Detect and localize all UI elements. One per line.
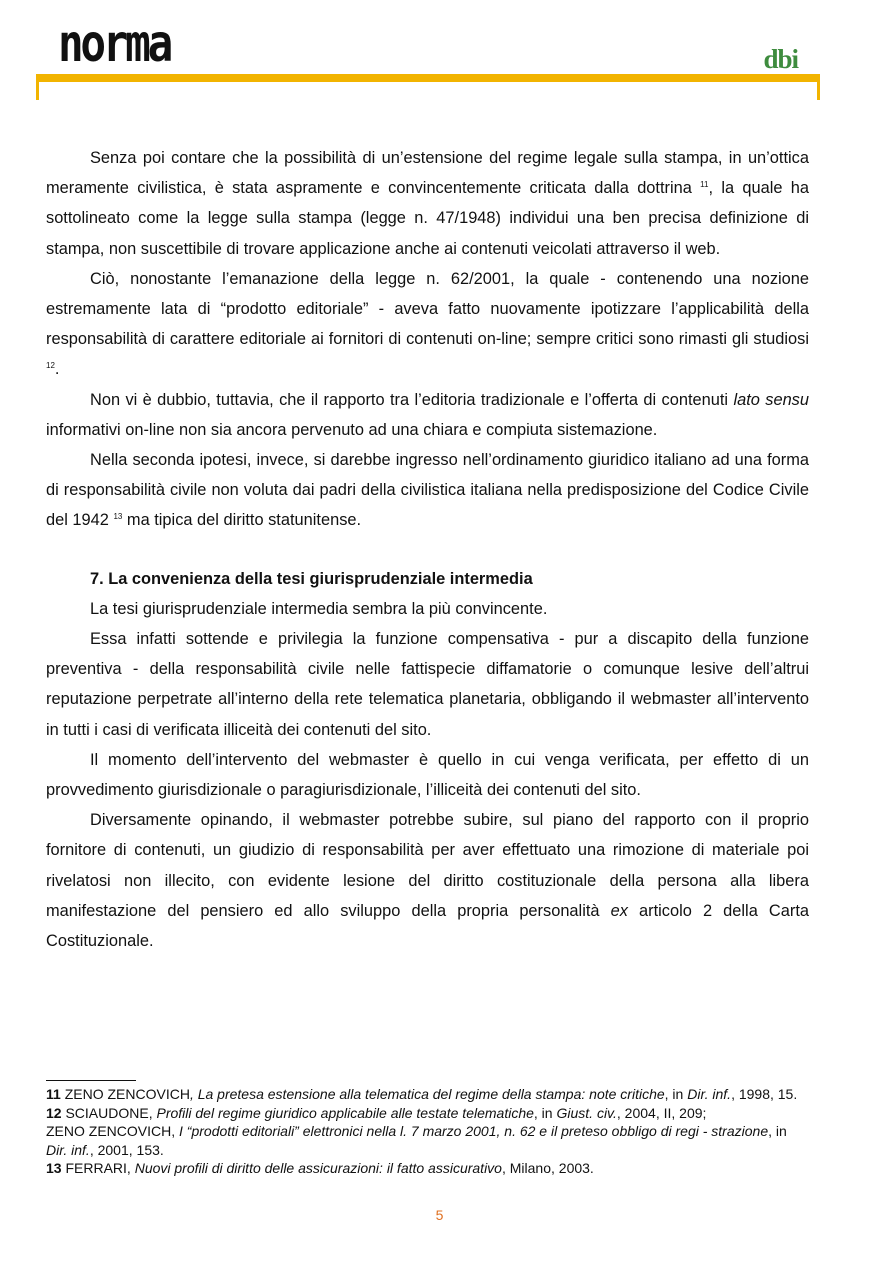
page-header [0, 0, 879, 110]
page-number: 5 [435, 1207, 444, 1223]
body-text [46, 143, 809, 956]
header-rule-left-tick [36, 74, 39, 100]
footnote-ref-11[interactable]: 11 [700, 180, 709, 190]
footnote-11: 11 ZENO ZENCOVICH, La pretesa estensione alla telematica del regime della stampa: note critiche, in Dir. inf., 1998, 15. [46, 1086, 798, 1102]
paragraph-8: Diversamente opinando, il webmaster potrebbe subire, sul piano del rapporto con il proprio fornitore di contenuti, un giudizio di responsabilità per aver effettuato una rimozione di materiale poi rivelatosi non illecito, con evidente lesione del diritto costituzionale della persona alla libera manifestazione del pensiero ed allo sviluppo della propria personalità ex articolo 2 della Carta Costituzionale. [46, 811, 809, 951]
footnotes [46, 1085, 809, 1178]
paragraph-4: Nella seconda ipotesi, invece, si darebbe ingresso nell’ordinamento giuridico italiano ad una forma di responsabilità civile non voluta dai padri della civilistica italiana nella predisposizione del Codice Civile del 1942 $^{13}$ ma tipica del diritto statunitense. [46, 451, 809, 530]
footnote-separator [46, 1080, 136, 1081]
footnote-ref-12[interactable]: 12 [46, 361, 55, 371]
norma-logo: norma [58, 14, 170, 74]
header-rule-right-tick [817, 74, 820, 100]
paragraph-6: Essa infatti sottende e privilegia la funzione compensativa - pur a discapito della funzione preventiva - della responsabilità civile nelle fattispecie diffamatorie o comunque lesive dell’altrui reputazione perpetrate all’interno della rete telematica planetaria, obbligando il webmaster all’intervento in tutti i casi di verificata illiceità dei contenuti del sito. [46, 630, 809, 739]
section-title: 7. La convenienza della tesi giurisprudenziale intermedia [90, 569, 533, 588]
paragraph-3: Non vi è dubbio, tuttavia, che il rapporto tra l’editoria tradizionale e l’offerta di contenuti lato sensu informativi on-line non sia ancora pervenuto ad una chiara e compiuta sistemazione. [46, 390, 809, 439]
footnote-13: 13 FERRARI, Nuovi profili di diritto delle assicurazioni: il fatto assicurativo, Milano, 2003. [46, 1160, 594, 1176]
paragraph-1: Senza poi contare che la possibilità di un’estensione del regime legale sulla stampa, in un’ottica meramente civilistica, è stata aspramente e convincentemente criticata dalla dottrina $^{11}$, la quale ha sottolineato come la legge sulla stampa (legge n. 47/1948) individui una ben precisa definizione di stampa, non suscettibile di trovare applicazione anche ai contenuti veicolati attraverso il web. [46, 149, 809, 258]
footnote-12: 12 SCIAUDONE, Profili del regime giuridico applicabile alle testate telematiche, in Giust. civ., 2004, II, 209; ZENO ZENCOVICH, I “prodotti editoriali” elettronici nella l. 7 marzo 2001, n. 62 e il preteso obbligo di regi - strazione, in Dir. inf., 2001, 153. [46, 1104, 787, 1158]
paragraph-2: Ciò, nonostante l’emanazione della legge n. 62/2001, la quale - contenendo una nozione estremamente lata di “prodotto editoriale” - aveva fatto nuovamente ipotizzare l’applicabilità della responsabilità di carattere editoriale ai fornitori di contenuti on-line; sempre critici sono rimasti gli studiosi $^{12}$. [46, 269, 809, 379]
paragraph-7: Il momento dell’intervento del webmaster è quello in cui venga verificata, per effetto di un provvedimento giurisdizionale o paragiurisdizionale, l’illiceità dei contenuti del sito. [46, 750, 809, 800]
dbi-logo: dbi [763, 44, 798, 74]
footnote-ref-13[interactable]: 13 [113, 512, 123, 522]
paragraph-5: La tesi giurisprudenziale intermedia sembra la più convincente. [90, 599, 548, 618]
header-rule [36, 74, 820, 82]
